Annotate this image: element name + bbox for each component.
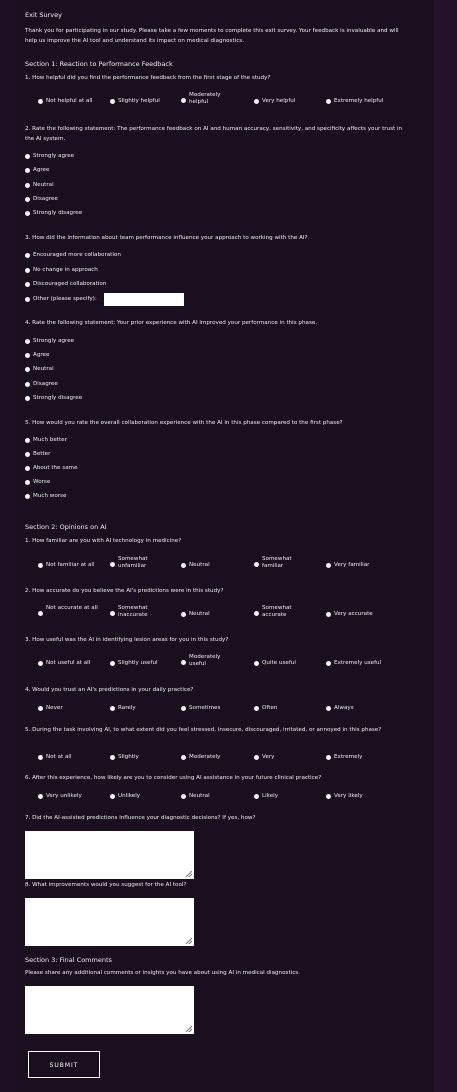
radio-option[interactable]: Somewhat accurate — [254, 605, 310, 619]
radio-option[interactable]: Neutral — [181, 562, 210, 568]
submit-button[interactable]: SUBMIT — [28, 1051, 100, 1078]
radio-option[interactable]: Not familiar at all — [38, 562, 95, 568]
radio-icon[interactable] — [38, 794, 43, 799]
radio-option[interactable]: Not accurate at all — [38, 605, 98, 616]
radio-icon[interactable] — [25, 466, 30, 471]
radio-icon[interactable] — [25, 339, 30, 344]
radio-icon[interactable] — [254, 755, 259, 760]
resize-grip-icon[interactable] — [186, 938, 192, 944]
radio-icon[interactable] — [181, 98, 186, 103]
radio-option[interactable]: Not useful at all — [38, 660, 90, 666]
section-1-heading: Section 1: Reaction to Performance Feedback — [25, 60, 173, 68]
radio-option[interactable]: Very helpful — [254, 98, 295, 104]
radio-option[interactable]: Extremely useful — [326, 660, 381, 666]
radio-option[interactable]: About the same — [25, 465, 78, 471]
radio-option[interactable]: Quite useful — [254, 660, 296, 666]
q8-textarea[interactable] — [25, 898, 194, 946]
radio-option[interactable]: Discouraged collaboration — [25, 281, 106, 287]
s1-q4-text: 4. Rate the following statement: Your prior experience with AI improved your performance in this phase. — [25, 320, 318, 326]
radio-option[interactable]: Disagree — [25, 381, 58, 387]
radio-option[interactable]: Somewhat inaccurate — [110, 605, 166, 619]
s2-q8-text: 8. What improvements would you suggest for the AI tool? — [25, 882, 187, 888]
radio-icon[interactable] — [38, 661, 43, 666]
radio-option[interactable]: Unlikely — [110, 793, 140, 799]
radio-icon[interactable] — [254, 661, 259, 666]
radio-icon[interactable] — [110, 661, 115, 666]
radio-option[interactable]: Very — [254, 754, 274, 760]
radio-option[interactable]: Much better — [25, 437, 67, 443]
radio-icon[interactable] — [25, 494, 30, 499]
resize-grip-icon[interactable] — [186, 1026, 192, 1032]
radio-option[interactable]: Slightly useful — [110, 660, 158, 666]
s1-q3-text: 3. How did the information about team performance influence your approach to working with the AI? — [25, 235, 308, 241]
radio-icon[interactable] — [181, 612, 186, 617]
radio-option[interactable]: Strongly agree — [25, 153, 74, 159]
radio-option[interactable]: Sometimes — [181, 705, 220, 711]
radio-option[interactable]: Neutral — [25, 182, 54, 188]
radio-icon[interactable] — [110, 562, 115, 567]
radio-icon[interactable] — [25, 438, 30, 443]
radio-option[interactable]: Moderately useful — [181, 654, 237, 668]
radio-icon[interactable] — [326, 612, 331, 617]
s2-q7-text: 7. Did the AI-assisted predictions influence your diagnostic decisions? If yes, how? — [25, 815, 256, 821]
radio-icon[interactable] — [38, 611, 43, 616]
radio-option[interactable]: Neutral — [181, 611, 210, 617]
radio-icon[interactable] — [326, 99, 331, 104]
radio-option[interactable]: Not at all — [38, 754, 72, 760]
other-specify-input[interactable] — [104, 293, 184, 306]
radio-option[interactable]: Disagree — [25, 196, 58, 202]
page-title: Exit Survey — [25, 11, 62, 19]
radio-option[interactable]: Never — [38, 705, 63, 711]
resize-grip-icon[interactable] — [186, 871, 192, 877]
radio-icon[interactable] — [25, 382, 30, 387]
radio-option[interactable]: Somewhat familiar — [254, 556, 310, 570]
radio-icon[interactable] — [25, 253, 30, 258]
final-comments-textarea[interactable] — [25, 986, 194, 1034]
radio-icon[interactable] — [25, 154, 30, 159]
radio-icon[interactable] — [25, 367, 30, 372]
radio-icon[interactable] — [326, 563, 331, 568]
s2-q6-text: 6. After this experience, how likely are you to consider using AI assistance in your future clinical practice? — [25, 775, 322, 781]
radio-icon[interactable] — [254, 99, 259, 104]
radio-icon[interactable] — [326, 794, 331, 799]
radio-icon[interactable] — [38, 99, 43, 104]
radio-option[interactable]: Likely — [254, 793, 278, 799]
radio-icon[interactable] — [110, 99, 115, 104]
s3-prompt-text: Please share any additional comments or insights you have about using AI in medical diagnostics. — [25, 970, 300, 976]
radio-option[interactable]: Much worse — [25, 493, 66, 499]
radio-option[interactable]: Very unlikely — [38, 793, 82, 799]
radio-option[interactable]: Slightly helpful — [110, 98, 160, 104]
radio-icon[interactable] — [181, 755, 186, 760]
radio-icon[interactable] — [38, 563, 43, 568]
radio-icon[interactable] — [181, 706, 186, 711]
radio-option[interactable]: Neutral — [181, 793, 210, 799]
radio-icon[interactable] — [326, 706, 331, 711]
radio-option[interactable]: Extremely helpful — [326, 98, 383, 104]
radio-icon[interactable] — [25, 353, 30, 358]
radio-icon[interactable] — [326, 661, 331, 666]
radio-icon[interactable] — [254, 794, 259, 799]
radio-icon[interactable] — [110, 755, 115, 760]
radio-option[interactable]: Agree — [25, 167, 49, 173]
radio-icon[interactable] — [25, 480, 30, 485]
radio-icon[interactable] — [110, 706, 115, 711]
radio-icon[interactable] — [38, 706, 43, 711]
radio-option[interactable]: Moderately helpful — [181, 92, 237, 106]
radio-icon[interactable] — [181, 794, 186, 799]
s1-q2-text: 2. Rate the following statement: The performance feedback on AI and human accuracy, sensitivity, and specificity affects your trust in the AI system. — [25, 126, 403, 142]
radio-option[interactable]: Better — [25, 451, 50, 457]
radio-option[interactable]: Extremely — [326, 754, 362, 760]
radio-option[interactable]: Neutral — [25, 366, 54, 372]
radio-icon[interactable] — [181, 660, 186, 665]
section-3-heading: Section 3: Final Comments — [25, 956, 112, 964]
radio-icon[interactable] — [25, 183, 30, 188]
s2-q4-text: 4. Would you trust an AI's predictions in your daily practice? — [25, 687, 194, 693]
radio-icon[interactable] — [25, 452, 30, 457]
radio-icon[interactable] — [25, 282, 30, 287]
radio-icon[interactable] — [25, 396, 30, 401]
radio-option[interactable]: Strongly disagree — [25, 395, 82, 401]
radio-icon[interactable] — [254, 706, 259, 711]
radio-option[interactable]: Not helpful at all — [38, 98, 92, 104]
radio-option[interactable]: Other (please specify): — [25, 296, 97, 302]
radio-icon[interactable] — [254, 562, 259, 567]
s2-q1-text: 1. How familiar are you with AI technology in medicine? — [25, 538, 182, 544]
radio-icon[interactable] — [25, 297, 30, 302]
radio-option[interactable]: Very likely — [326, 793, 363, 799]
section-2-heading: Section 2: Opinions on AI — [25, 523, 107, 531]
radio-option[interactable]: Strongly disagree — [25, 210, 82, 216]
radio-icon[interactable] — [110, 794, 115, 799]
s2-q2-text: 2. How accurate do you believe the AI's predictions were in this study? — [25, 588, 224, 594]
radio-icon[interactable] — [25, 197, 30, 202]
s2-q5-text: 5. During the task involving AI, to what extent did you feel stressed, insecure, discouraged, irritated, or annoyed in this phase? — [25, 727, 382, 733]
radio-option[interactable]: Encouraged more collaboration — [25, 252, 121, 258]
radio-icon[interactable] — [25, 268, 30, 273]
radio-option[interactable]: Worse — [25, 479, 50, 485]
radio-option[interactable]: Always — [326, 705, 354, 711]
page-background — [434, 0, 457, 1092]
radio-option[interactable]: No change in approach — [25, 267, 98, 273]
radio-option[interactable]: Slightly — [110, 754, 139, 760]
radio-option[interactable]: Agree — [25, 352, 49, 358]
radio-option[interactable]: Rarely — [110, 705, 136, 711]
radio-icon[interactable] — [38, 755, 43, 760]
radio-option[interactable]: Often — [254, 705, 277, 711]
radio-option[interactable]: Very accurate — [326, 611, 373, 617]
radio-option[interactable]: Very familiar — [326, 562, 369, 568]
s2-q3-text: 3. How useful was the AI in identifying lesion areas for you in this study? — [25, 637, 229, 643]
radio-icon[interactable] — [326, 755, 331, 760]
radio-icon[interactable] — [254, 611, 259, 616]
s1-q5-text: 5. How would you rate the overall collaboration experience with the AI in this phase compared to the first phase? — [25, 420, 343, 426]
intro-text: Thank you for participating in our study. Please take a few moments to complete this exit survey. Your feedback is invaluable and will help us improve the AI tool and understand its impact on medical diagnostics. — [25, 28, 399, 44]
q7-textarea[interactable] — [25, 831, 194, 879]
radio-icon[interactable] — [110, 611, 115, 616]
radio-icon[interactable] — [181, 563, 186, 568]
s1-q1-text: 1. How helpful did you find the performance feedback from the first stage of the study? — [25, 75, 271, 81]
radio-option[interactable]: Strongly agree — [25, 338, 74, 344]
radio-icon[interactable] — [25, 211, 30, 216]
radio-option[interactable]: Moderately — [181, 754, 220, 760]
radio-option[interactable]: Somewhat unfamiliar — [110, 556, 166, 570]
radio-icon[interactable] — [25, 168, 30, 173]
